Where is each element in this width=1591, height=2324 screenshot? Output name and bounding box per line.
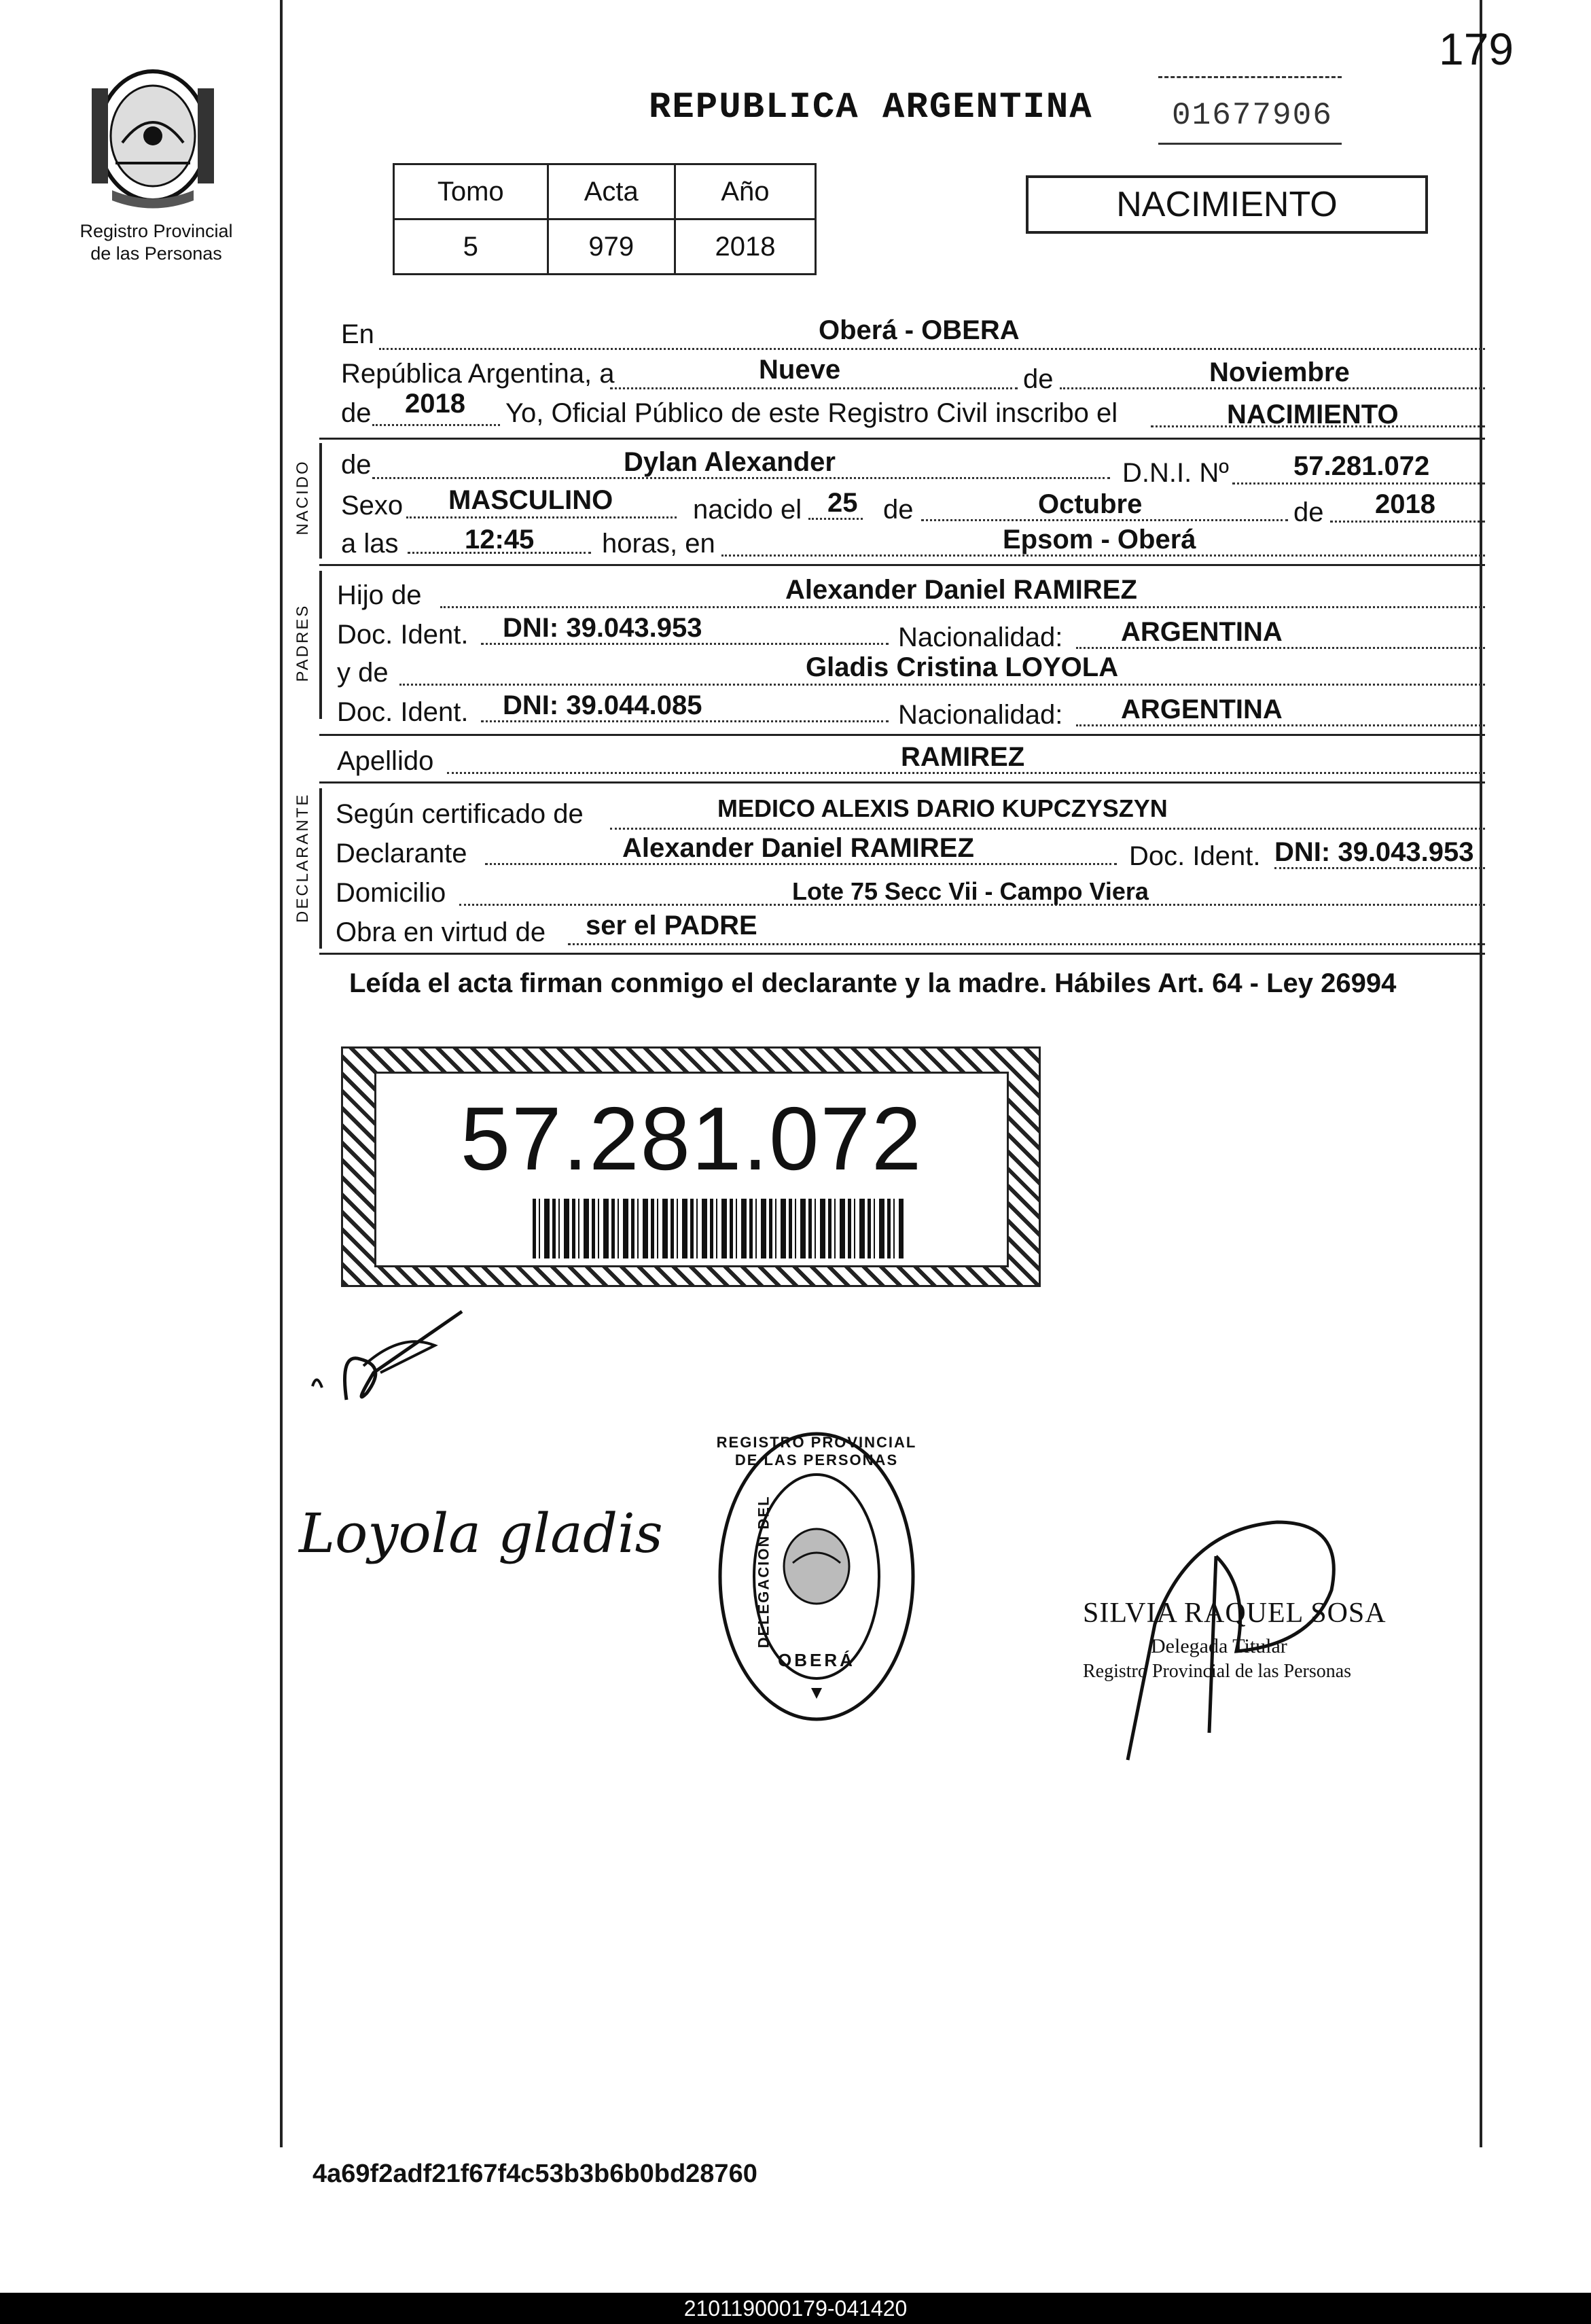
footer-bar: [0, 2293, 1591, 2324]
decl-doc-value: DNI: 39.043.953: [1274, 837, 1474, 867]
nombre-value: Dylan Alexander: [624, 447, 836, 477]
nombre-dotted-line: [372, 477, 1110, 479]
doc2-label: Doc. Ident.: [337, 697, 469, 727]
sexo-label: Sexo: [341, 491, 404, 521]
lugar-dotted-line: [721, 554, 1485, 557]
madre-value: Gladis Cristina LOYOLA: [806, 652, 1119, 682]
horas-en-label: horas, en: [602, 529, 715, 559]
padre-nac-dotted-line: [1076, 647, 1485, 649]
issuer-name: [68, 220, 245, 265]
mes-dotted-line: [1060, 387, 1485, 389]
closing-text: Leída el acta firman conmigo el declarante y la madre. Hábiles Art. 64 - Ley 26994: [349, 968, 1397, 998]
nac-anio-dotted-line: [1330, 521, 1485, 523]
dni-barcode: [533, 1199, 904, 1258]
de4-label: de: [883, 495, 914, 525]
republica-label: República Argentina, a: [341, 359, 615, 389]
decl-doc-dotted-line: [1274, 867, 1485, 869]
apellido-label: Apellido: [337, 746, 434, 776]
decl-doc-label: Doc. Ident.: [1129, 841, 1261, 871]
country-title: REPUBLICA ARGENTINA: [649, 87, 1093, 128]
doc1-label: Doc. Ident.: [337, 620, 469, 650]
registry-round-stamp: [715, 1427, 918, 1726]
province-seal: [75, 61, 231, 211]
registry-value-tomo: 5: [394, 219, 548, 275]
madre-nac-dotted-line: [1076, 724, 1485, 726]
dia-dotted-line: [610, 387, 1018, 389]
yo-text: Yo, Oficial Público de este Registro Civil inscribo el: [505, 398, 1118, 428]
dni-value: 57.281.072: [1293, 451, 1430, 481]
registry-header-acta: Acta: [548, 164, 675, 219]
obra-value: ser el PADRE: [586, 911, 757, 940]
section-divider-1: [319, 438, 1485, 440]
obra-label: Obra en virtud de: [336, 917, 546, 947]
nac2-label: Nacionalidad:: [898, 700, 1063, 730]
de5-label: de: [1293, 497, 1324, 527]
en-label: En: [341, 319, 374, 349]
registry-table-header-row: [394, 164, 816, 219]
en-value: Oberá - OBERA: [819, 315, 1020, 345]
section-divider-5: [319, 953, 1485, 955]
de3-label: de: [341, 450, 372, 480]
nac-mes-dotted-line: [921, 519, 1288, 521]
registry-header-tomo: Tomo: [394, 164, 548, 219]
stamp-text-bottom: OBERÁ: [778, 1650, 855, 1670]
registry-table: [393, 163, 817, 275]
obra-dotted-line: [568, 943, 1485, 945]
nac-dia-dotted-line: [808, 518, 863, 520]
certificado-value: MEDICO ALEXIS DARIO KUPCZYSZYN: [717, 794, 1168, 822]
nacido-el-label: nacido el: [693, 495, 802, 525]
declarante-sidebar-line: [319, 788, 322, 949]
certificado-dotted-line: [610, 828, 1485, 830]
registry-header-anio: Año: [675, 164, 815, 219]
padre-doc-value: DNI: 39.043.953: [503, 613, 702, 643]
padres-section-label: PADRES: [293, 603, 312, 682]
padre-doc-dotted-line: [481, 643, 889, 645]
sexo-value: MASCULINO: [448, 485, 613, 515]
sexo-dotted-line: [406, 516, 677, 518]
de2-label: de: [341, 398, 372, 428]
stamp-text-left: DELEGACION DEL: [755, 1495, 772, 1649]
serial-top-rule: [1158, 76, 1342, 78]
certificado-label: Según certificado de: [336, 799, 584, 829]
stamp-text-top: REGISTRO PROVINCIAL DE LAS PERSONAS: [716, 1434, 917, 1468]
hora-value: 12:45: [465, 525, 535, 554]
nac-mes-value: Octubre: [1038, 489, 1143, 519]
declarante-value: Alexander Daniel RAMIREZ: [622, 833, 974, 863]
officer-title: Delegada Titular: [1151, 1635, 1287, 1657]
issuer-line-1: Registro Provincial: [79, 221, 233, 241]
issuer-line-2: de las Personas: [90, 243, 222, 264]
nac1-label: Nacionalidad:: [898, 622, 1063, 652]
registry-value-acta: 979: [548, 219, 675, 275]
y-de-label: y de: [337, 658, 389, 688]
dni-label: D.N.I. Nº: [1122, 458, 1229, 488]
mother-signature: Loyola gladis: [299, 1502, 663, 1565]
officer-name: SILVIA RAQUEL SOSA: [1083, 1598, 1387, 1629]
nacido-sidebar-line: [319, 443, 322, 559]
apellido-value: RAMIREZ: [901, 742, 1025, 772]
mes-value: Noviembre: [1209, 357, 1350, 387]
nacido-section-label: NACIDO: [293, 459, 312, 535]
registry-table-value-row: [394, 219, 816, 275]
dia-value: Nueve: [759, 355, 841, 385]
footer-id: 210119000179-041420: [683, 2296, 908, 2321]
hijo-de-label: Hijo de: [337, 580, 422, 610]
domicilio-value: Lote 75 Secc Vii - Campo Viera: [792, 877, 1149, 905]
padre-dotted-line: [440, 606, 1485, 608]
domicilio-label: Domicilio: [336, 878, 446, 908]
left-margin-line: [280, 0, 283, 2147]
madre-nac-value: ARGENTINA: [1121, 694, 1283, 724]
declarante-section-label: DECLARANTE: [293, 792, 312, 923]
de1-label: de: [1023, 364, 1054, 394]
madre-doc-value: DNI: 39.044.085: [503, 690, 702, 720]
madre-dotted-line: [399, 684, 1485, 686]
document-hash: 4a69f2adf21f67f4c53b3b6b0bd28760: [312, 2160, 757, 2188]
dni-stamp: [341, 1046, 1041, 1287]
section-divider-2: [319, 564, 1485, 566]
dni-dotted-line: [1232, 482, 1485, 485]
officer-office: Registro Provincial de las Personas: [1083, 1661, 1352, 1682]
act-type-box: NACIMIENTO: [1026, 175, 1428, 234]
padre-nac-value: ARGENTINA: [1121, 617, 1283, 647]
declarante-dotted-line: [485, 863, 1117, 865]
registry-value-anio: 2018: [675, 219, 815, 275]
acto-value: NACIMIENTO: [1227, 400, 1399, 429]
right-margin-line: [1480, 0, 1482, 2147]
madre-doc-dotted-line: [481, 720, 889, 722]
padre-value: Alexander Daniel RAMIREZ: [785, 575, 1137, 605]
dni-stamp-number: 57.281.072: [460, 1089, 923, 1189]
en-dotted-line: [379, 348, 1485, 350]
apellido-dotted-line: [447, 772, 1485, 774]
anio-value: 2018: [405, 389, 465, 419]
lugar-value: Epsom - Oberá: [1003, 525, 1196, 554]
section-divider-3: [319, 734, 1485, 736]
section-divider-4: [319, 781, 1485, 784]
alas-label: a las: [341, 529, 399, 559]
page-number: 179: [1439, 24, 1514, 74]
serial-bottom-rule: [1158, 143, 1342, 145]
padres-sidebar-line: [319, 571, 322, 719]
anio-dotted-line: [372, 424, 500, 426]
nac-dia-value: 25: [827, 488, 858, 518]
serial-number: 01677906: [1172, 98, 1333, 133]
dni-stamp-inner: [374, 1072, 1009, 1267]
declarante-label: Declarante: [336, 839, 467, 868]
declarant-signature: [299, 1291, 489, 1424]
nac-anio-value: 2018: [1375, 489, 1435, 519]
